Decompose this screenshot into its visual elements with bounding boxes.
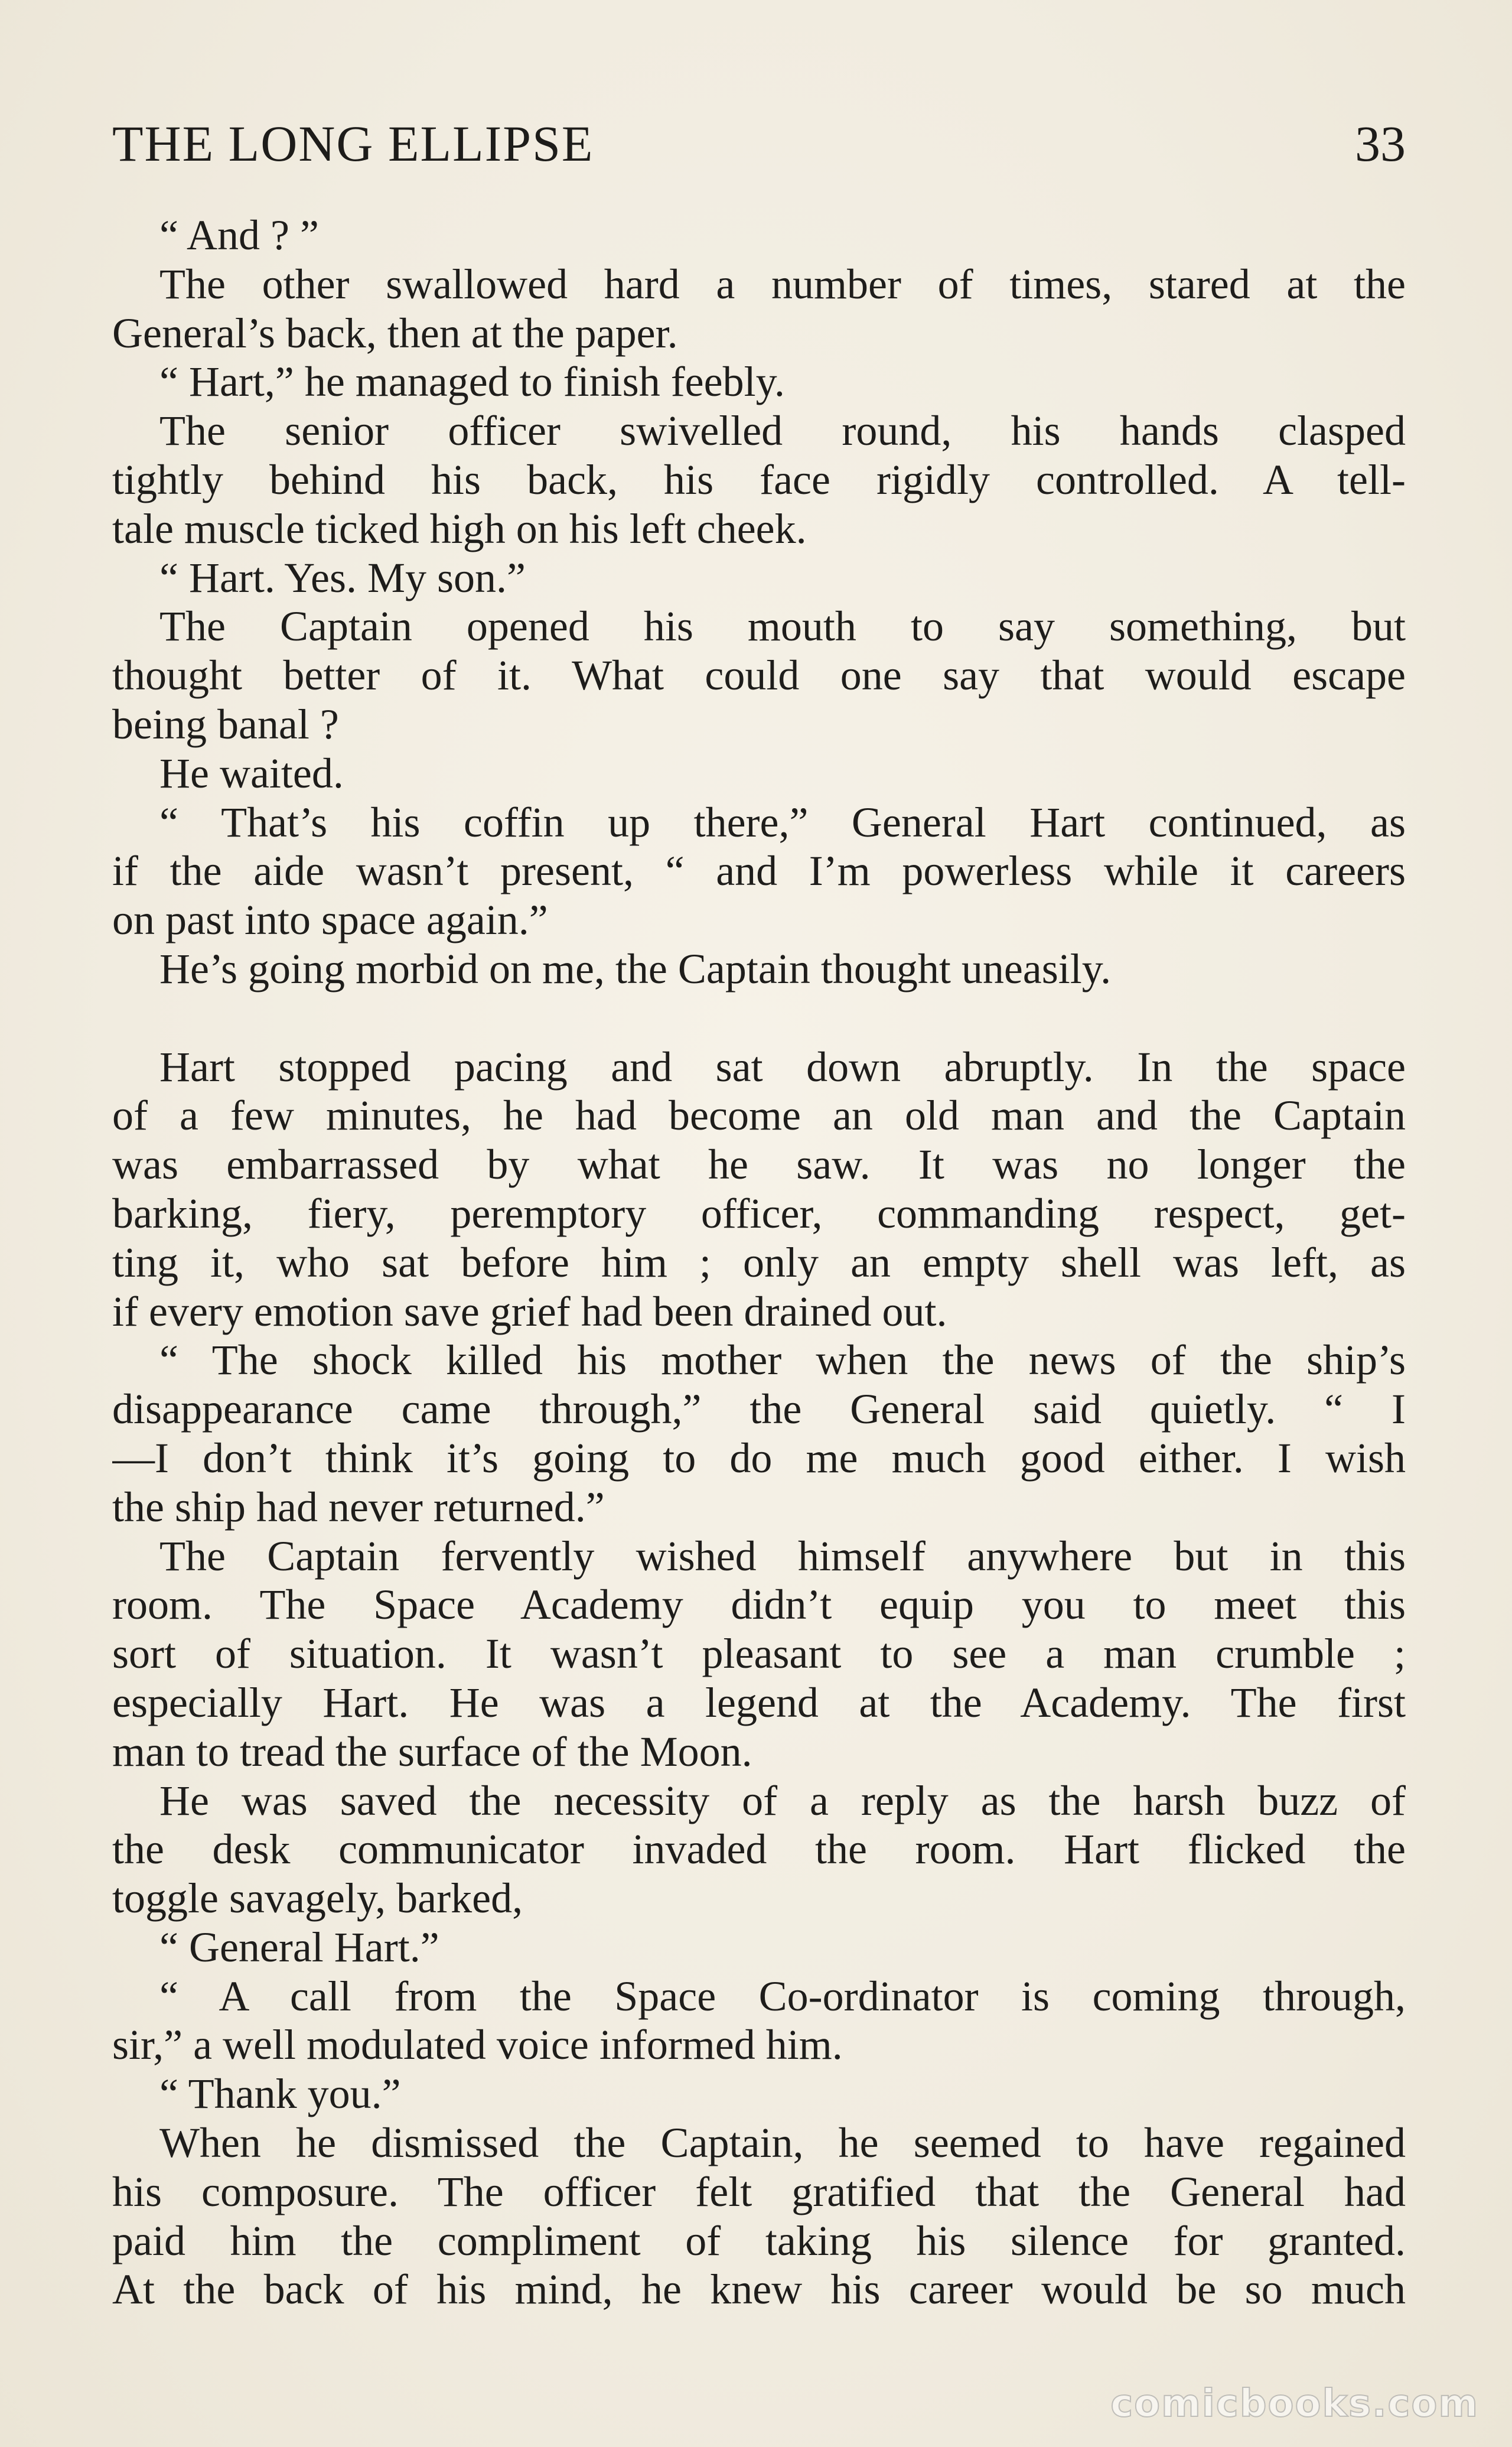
text-line: the ship had never returned.” bbox=[112, 1483, 605, 1531]
text-line: of a few minutes, he had become an old man and the Captain bbox=[112, 1092, 1406, 1140]
text-line: When he dismissed the Captain, he seemed to have regained bbox=[159, 2119, 1406, 2167]
text-line: “ General Hart.” bbox=[159, 1923, 439, 1971]
text-line: sort of situation. It wasn’t pleasant to see a man crumble ; bbox=[112, 1630, 1406, 1678]
text-line: his composure. The officer felt gratified that the General had bbox=[112, 2168, 1406, 2215]
text-line: Hart stopped pacing and sat down abruptly. In the space bbox=[159, 1043, 1406, 1091]
text-line: “ And ? ” bbox=[159, 211, 319, 259]
text-line: “ Hart. Yes. My son.” bbox=[159, 554, 526, 601]
text-line: disappearance came through,” the General said quietly. “ I bbox=[112, 1385, 1406, 1433]
text-line: “ The shock killed his mother when the news of the ship’s bbox=[159, 1336, 1406, 1384]
text-line: ting it, who sat before him ; only an empty shell was left, as bbox=[112, 1238, 1406, 1286]
text-line: paid him the compliment of taking his silence for granted. bbox=[112, 2217, 1406, 2264]
text-line: especially Hart. He was a legend at the Academy. The first bbox=[112, 1678, 1406, 1726]
page-number: 33 bbox=[1355, 115, 1406, 172]
text-line: “ Hart,” he managed to finish feebly. bbox=[159, 358, 785, 406]
text-line: toggle savagely, barked, bbox=[112, 1875, 523, 1922]
text-line: The Captain opened his mouth to say something, but bbox=[159, 603, 1406, 650]
text-line: He’s going morbid on me, the Captain thought uneasily. bbox=[159, 945, 1112, 993]
text-line: He was saved the necessity of a reply as the harsh buzz of bbox=[159, 1776, 1406, 1824]
page-header bbox=[112, 111, 1406, 176]
text-line: if every emotion save grief had been drained out. bbox=[112, 1287, 947, 1335]
text-line: General’s back, then at the paper. bbox=[112, 309, 678, 357]
text-line: “ That’s his coffin up there,” General Hart continued, as bbox=[159, 798, 1406, 846]
text-line: barking, fiery, peremptory officer, commanding respect, get- bbox=[112, 1189, 1406, 1237]
text-line: tale muscle ticked high on his left cheek. bbox=[112, 505, 807, 552]
text-line: The other swallowed hard a number of times, stared at the bbox=[159, 260, 1406, 308]
body-text bbox=[112, 211, 1406, 2314]
text-line: —I don’t think it’s going to do me much good either. I wish bbox=[112, 1434, 1406, 1482]
text-line: “ A call from the Space Co-ordinator is coming through, bbox=[159, 1972, 1406, 2020]
text-line: on past into space again.” bbox=[112, 896, 548, 944]
text-line: room. The Space Academy didn’t equip you to meet this bbox=[112, 1581, 1406, 1629]
text-line: sir,” a well modulated voice informed him. bbox=[112, 2021, 843, 2069]
running-title: THE LONG ELLIPSE bbox=[112, 115, 594, 172]
text-line: if the aide wasn’t present, “ and I’m powerless while it careers bbox=[112, 847, 1406, 895]
text-line: thought better of it. What could one say that would escape bbox=[112, 652, 1406, 699]
site-watermark: comicbooks.com bbox=[1110, 2382, 1479, 2426]
text-line: The Captain fervently wished himself anywhere but in this bbox=[159, 1532, 1406, 1580]
text-line: being banal ? bbox=[112, 700, 339, 748]
text-line: The senior officer swivelled round, his hands clasped bbox=[159, 407, 1406, 455]
text-line: “ Thank you.” bbox=[159, 2070, 401, 2118]
text-line: He waited. bbox=[159, 749, 344, 797]
section-break bbox=[112, 994, 1406, 1043]
text-line: man to tread the surface of the Moon. bbox=[112, 1727, 752, 1775]
text-line: was embarrassed by what he saw. It was no longer the bbox=[112, 1141, 1406, 1189]
text-line: At the back of his mind, he knew his career would be so much bbox=[112, 2266, 1406, 2313]
text-line: the desk communicator invaded the room. Hart flicked the bbox=[112, 1826, 1406, 1873]
text-line: tightly behind his back, his face rigidly controlled. A tell- bbox=[112, 455, 1406, 503]
